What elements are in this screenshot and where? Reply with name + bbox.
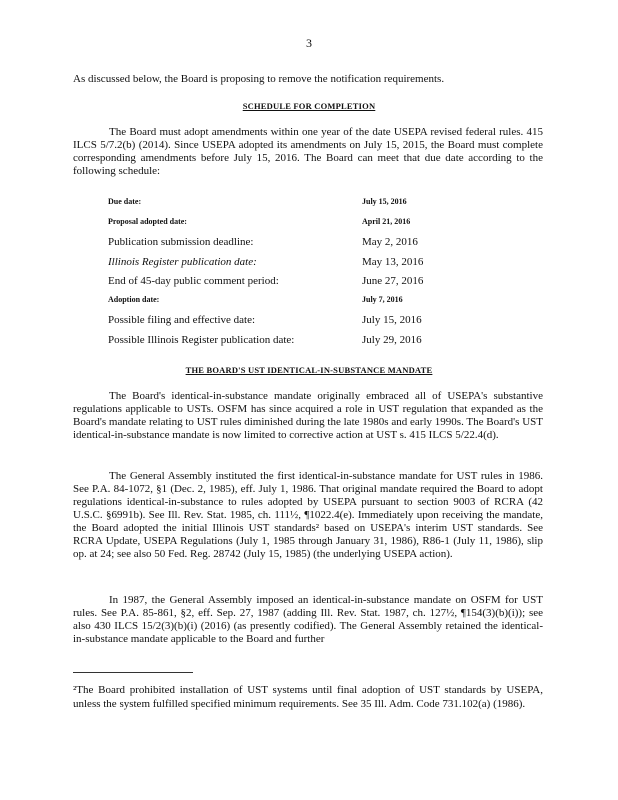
schedule-date: May 13, 2016 (362, 256, 424, 268)
mandate-paragraph-2: The General Assembly instituted the first identical-in-substance mandate for UST rules in 1986. See P.A. 84-1072, §1 (Dec. 2, 1985), eff. July 1, 1986. That original mandate required the Board to adopt regulations identical-in-substance to rules adopted by USEPA pursuant to section 9003 of RCRA (42 U.S.C. §6991b). See Ill. Rev. Stat. 1985, ch. 111½, ¶1022.4(e). Immediately upon receiving the mandate, the Board adopted the initial Illinois UST standards² based on USEPA's interim UST standards. See RCRA Update, USEPA Regulations (July 1, 1985 through January 31, 1986), R86-1 (July 11, 1986), slip op. at 24; see also 50 Fed. Reg. 28742 (July 15, 1985) (the underlying USEPA action). (73, 470, 543, 560)
schedule-date: June 27, 2016 (362, 275, 424, 287)
schedule-date: July 15, 2016 (362, 197, 407, 206)
schedule-row (108, 275, 488, 291)
mandate-paragraph-3: In 1987, the General Assembly imposed an identical-in-substance mandate on OSFM for UST rules. See P.A. 85-861, §2, eff. Sep. 27, 1987 (adding Ill. Rev. Stat. 1987, ch. 127½, ¶154(3)(b)(i)); see also 430 ILCS 15/2(3)(b)(i) (2016) (as presently codified). The General Assembly retained the identical-in-substance mandate applicable to the Board and further (73, 594, 543, 645)
schedule-label: Adoption date: (108, 295, 160, 304)
mandate-paragraph-1: The Board's identical-in-substance mandate originally embraced all of USEPA's substantive regulations applicable to USTs. OSFM has since acquired a role in UST regulation that expanded as the Board's mandate relating to UST rules diminished during the late 1980s and early 1990s. The Board's UST identical-in-substance mandate is now limited to corrective action at UST s. 415 ILCS 5/22.4(d). (73, 390, 543, 441)
schedule-row (108, 295, 488, 311)
schedule-label: Possible filing and effective date: (108, 314, 256, 326)
schedule-row (108, 217, 488, 233)
schedule-label: Publication submission deadline: (108, 236, 254, 248)
schedule-date: July 15, 2016 (362, 314, 422, 326)
schedule-date: July 7, 2016 (362, 295, 403, 304)
schedule-label: Due date: (108, 197, 142, 206)
schedule-label: Proposal adopted date: (108, 217, 187, 226)
schedule-row (108, 334, 488, 350)
schedule-row (108, 197, 488, 213)
schedule-date: April 21, 2016 (362, 217, 411, 226)
schedule-heading: SCHEDULE FOR COMPLETION (242, 101, 376, 111)
schedule-date: May 2, 2016 (362, 236, 418, 248)
schedule-label: End of 45-day public comment period: (108, 275, 279, 287)
schedule-row (108, 236, 488, 252)
page-number: 3 (306, 36, 312, 50)
schedule-label: Possible Illinois Register publication date: (108, 334, 295, 346)
schedule-date: July 29, 2016 (362, 334, 422, 346)
intro-paragraph: As discussed below, the Board is proposing to remove the notification requirements. (73, 73, 445, 85)
schedule-label: Illinois Register publication date: (108, 256, 257, 268)
schedule-intro-paragraph: The Board must adopt amendments within one year of the date USEPA revised federal rules. 415 ILCS 5/7.2(b) (2014). Since USEPA adopted its amendments on July 15, 2015, the Board must complete corresponding amendments before July 15, 2016. The Board can meet that due date according to the following schedule: (73, 126, 543, 177)
footnote-divider (73, 672, 193, 673)
schedule-row (108, 256, 488, 272)
footnote: ²The Board prohibited installation of UST systems until final adoption of UST standards by USEPA, unless the system fulfilled specified minimum requirements. See 35 Ill. Adm. Code 731.102(a) (1986). (73, 684, 543, 710)
schedule-row (108, 314, 488, 330)
mandate-heading: THE BOARD'S UST IDENTICAL-IN-SUBSTANCE MANDATE (185, 365, 433, 375)
